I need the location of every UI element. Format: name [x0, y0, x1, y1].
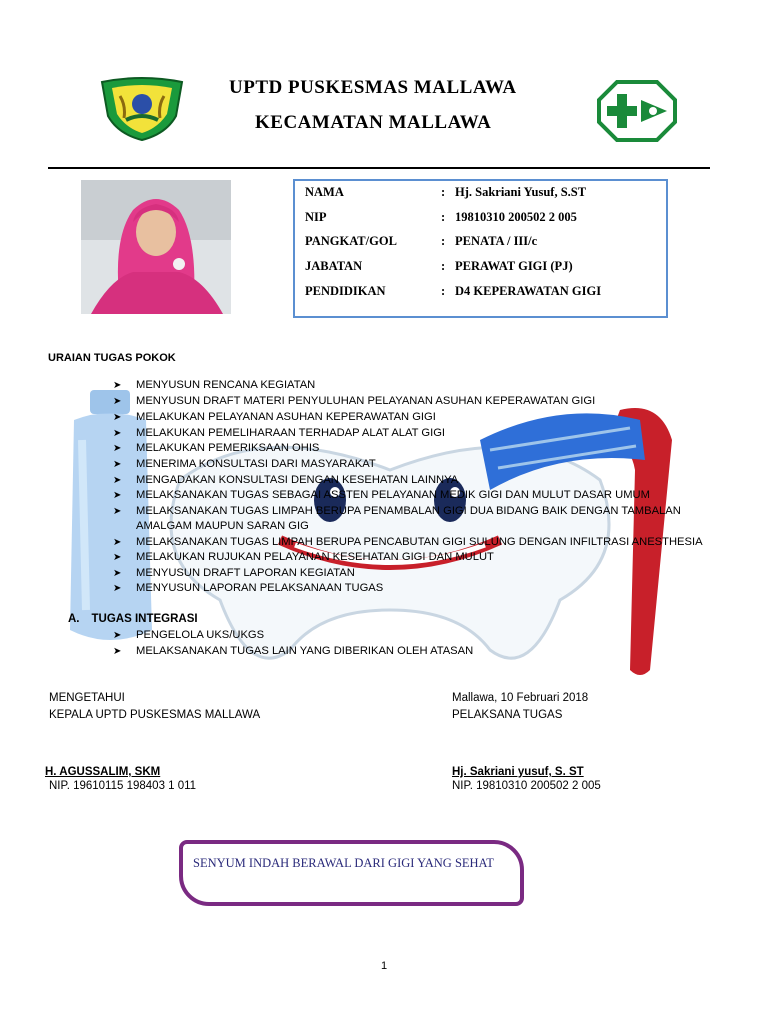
arrow-bullet-icon: ➤ [113, 396, 122, 407]
arrow-bullet-icon: ➤ [113, 583, 122, 594]
task-item: ➤ MENGADAKAN KONSULTASI DENGAN KESEHATAN LAINNYA [113, 474, 459, 486]
sign-right-line1: Mallawa, 10 Februari 2018 [452, 692, 589, 704]
sign-right-name: Hj. Sakriani yusuf, S. ST [452, 766, 584, 778]
motto-box [179, 840, 524, 906]
arrow-bullet-icon: ➤ [113, 380, 122, 391]
sign-left-line2: KEPALA UPTD PUSKESMAS MALLAWA [49, 709, 261, 721]
task-item: ➤ MENYUSUN DRAFT MATERI PENYULUHAN PELAYANAN ASUHAN KEPERAWATAN GIGI [113, 395, 596, 407]
task-item: ➤ MELAKUKAN PELAYANAN ASUHAN KEPERAWATAN GIGI [113, 411, 436, 423]
task-item: ➤ MENYUSUN LAPORAN PELAKSANAAN TUGAS [113, 582, 384, 594]
arrow-bullet-icon: ➤ [113, 490, 122, 501]
task-item-continuation: AMALGAM MAUPUN SARAN GIG [136, 520, 309, 532]
integration-item: ➤ MELAKSANAKAN TUGAS LAIN YANG DIBERIKAN OLEH ATASAN [113, 645, 474, 657]
header-title-line2: KECAMATAN MALLAWA [255, 112, 492, 133]
task-item: ➤ MELAKUKAN RUJUKAN PELAYANAN KESEHATAN GIGI DAN MULUT [113, 551, 494, 563]
motto-text: SENYUM INDAH BERAWAL DARI GIGI YANG SEHAT [193, 856, 494, 870]
profile-info-box: NAMA : Hj. Sakriani Yusuf, S.ST NIP : 19810310 200502 2 005 PANGKAT/GOL : PENATA / III/c JABATAN : PERAWAT GIGI (PJ) PENDIDIKAN : D4 KEPERAWATAN GIGI [293, 179, 668, 318]
arrow-bullet-icon: ➤ [113, 552, 122, 563]
arrow-bullet-icon: ➤ [113, 506, 122, 517]
task-item: ➤ MELAKSANAKAN TUGAS LIMPAH BERUPA PENAMBALAN GIGI DUA BIDANG BAIK DENGAN TAMBALAN [113, 505, 681, 517]
integration-item: ➤ PENGELOLA UKS/UKGS [113, 629, 265, 641]
arrow-bullet-icon: ➤ [113, 428, 122, 439]
sign-left-name: H. AGUSSALIM, SKM [45, 766, 161, 778]
task-item: ➤ MENYUSUN RENCANA KEGIATAN [113, 379, 316, 391]
header-divider [48, 167, 710, 169]
task-item: ➤ MENERIMA KONSULTASI DARI MASYARAKAT [113, 458, 376, 470]
chevron-bullet-icon: ➤ [113, 646, 122, 657]
profile-photo [81, 180, 231, 314]
sign-right-line2: PELAKSANA TUGAS [452, 709, 563, 721]
arrow-bullet-icon: ➤ [113, 443, 122, 454]
task-item: ➤ MELAKUKAN PEMERIKSAAN OHIS [113, 442, 320, 454]
puskesmas-logo [597, 80, 677, 142]
main-tasks-heading: URAIAN TUGAS POKOK [48, 352, 176, 364]
sign-left-line1: MENGETAHUI [49, 692, 125, 704]
task-item: ➤ MENYUSUN DRAFT LAPORAN KEGIATAN [113, 567, 355, 579]
task-item: ➤ MELAKSANAKAN TUGAS LIMPAH BERUPA PENCABUTAN GIGI SULUNG DENGAN INFILTRASI ANESTHESIA [113, 536, 703, 548]
task-item: ➤ MELAKSANAKAN TUGAS SEBAGAI ASSTEN PELAYANAN MEDIK GIGI DAN MULUT DASAR UMUM [113, 489, 650, 501]
arrow-bullet-icon: ➤ [113, 412, 122, 423]
task-item: ➤ MELAKUKAN PEMELIHARAAN TERHADAP ALAT ALAT GIGI [113, 427, 446, 439]
chevron-bullet-icon: ➤ [113, 630, 122, 641]
sign-left-nip: NIP. 19610115 198403 1 011 [49, 780, 197, 792]
regency-logo [96, 76, 188, 142]
header-title-line1: UPTD PUSKESMAS MALLAWA [229, 77, 517, 98]
integration-heading: A. TUGAS INTEGRASI [68, 613, 198, 625]
arrow-bullet-icon: ➤ [113, 459, 122, 470]
page-number: 1 [381, 960, 388, 972]
arrow-bullet-icon: ➤ [113, 475, 122, 486]
arrow-bullet-icon: ➤ [113, 568, 122, 579]
sign-right-nip: NIP. 19810310 200502 2 005 [452, 780, 601, 792]
arrow-bullet-icon: ➤ [113, 537, 122, 548]
